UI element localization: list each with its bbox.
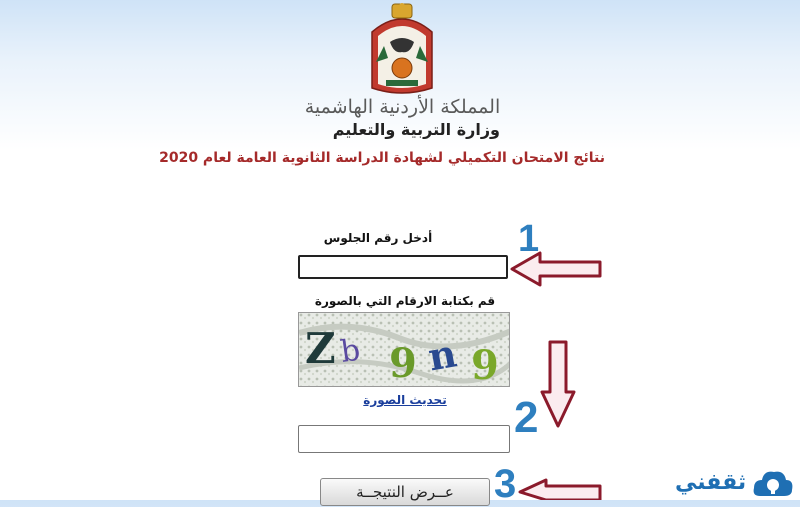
- step-number-3: 3: [494, 462, 517, 506]
- captcha-label: قم بكتابة الارقام التي بالصورة: [314, 294, 496, 308]
- ministry-name: وزارة التربية والتعليم: [332, 120, 500, 139]
- seat-number-label: أدخل رقم الجلوس: [323, 231, 433, 245]
- captcha-image: [298, 312, 510, 387]
- captcha-char: 9: [389, 340, 417, 387]
- refresh-captcha-link[interactable]: تحديث الصورة: [363, 393, 447, 407]
- captcha-char: Z: [305, 324, 336, 373]
- coat-of-arms-icon: [362, 2, 442, 98]
- captcha-char: b: [338, 332, 363, 370]
- results-title: نتائج الامتحان التكميلي لشهادة الدراسة الثانوية العامة لعام 2020: [159, 150, 605, 166]
- step-number-1: 1: [518, 218, 540, 260]
- left-arrow-icon: [518, 478, 602, 500]
- kingdom-name: المملكة الأردنية الهاشمية: [304, 96, 501, 118]
- left-arrow-icon: [510, 249, 604, 289]
- captcha-input[interactable]: [298, 425, 510, 453]
- watermark-text: ثقفني: [675, 470, 747, 495]
- show-result-button[interactable]: عــرض النتيجــة: [320, 478, 490, 506]
- captcha-char: 9: [471, 342, 499, 387]
- lightbulb-cloud-icon: [752, 468, 794, 500]
- step-number-2: 2: [514, 393, 539, 442]
- captcha-char: n: [424, 330, 460, 380]
- down-arrow-icon: [540, 340, 576, 428]
- seat-number-input[interactable]: [298, 255, 508, 279]
